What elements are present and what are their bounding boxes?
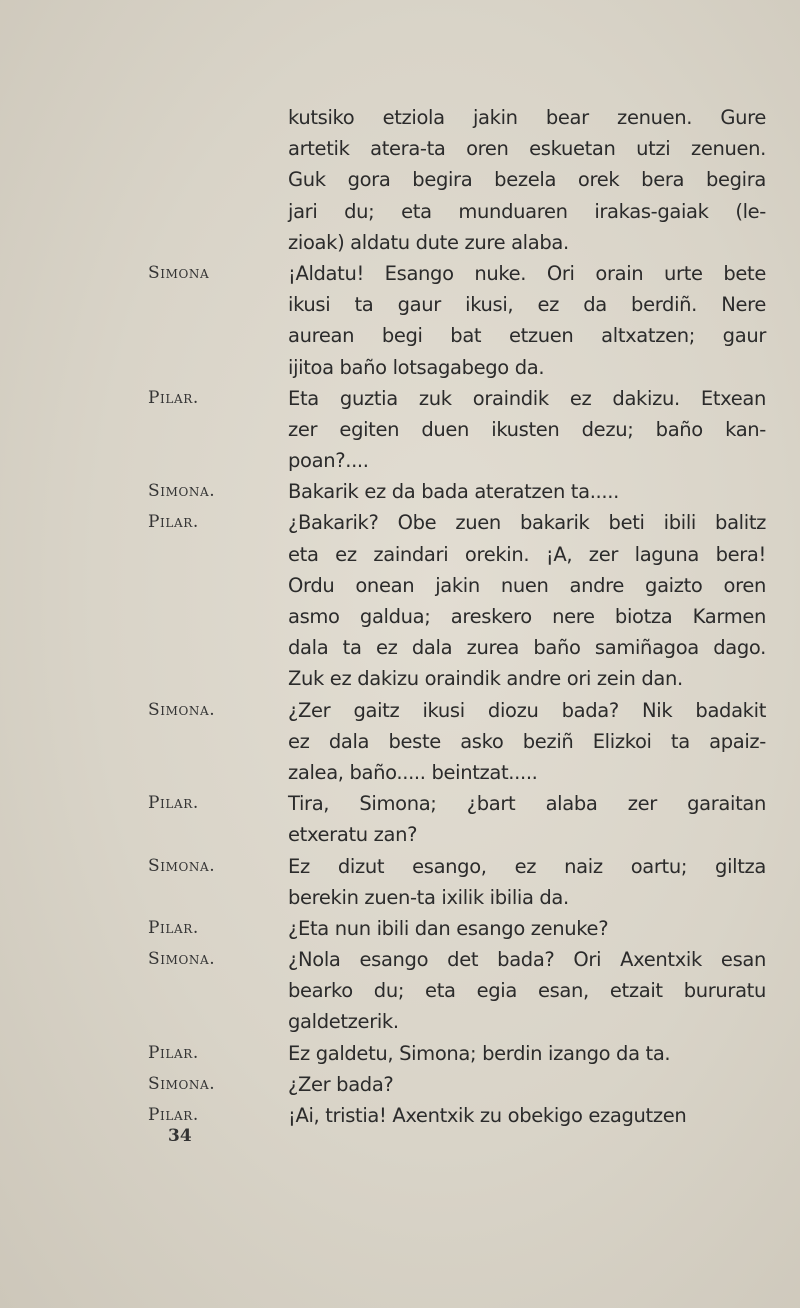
dialogue-entry	[0, 944, 800, 1038]
text-line	[0, 788, 800, 819]
dialogue-line-text: zer egiten duen ikusten dezu; baño kan-	[288, 417, 766, 441]
dialogue-line-text: Zuk ez dakizu oraindik andre ori zein dan.	[288, 667, 683, 691]
dialogue-line-text: Eta guztia zuk oraindik ez dakizu. Etxean	[288, 386, 766, 410]
text-line	[0, 819, 800, 850]
dialogue-entry	[0, 788, 800, 850]
dialogue-entry	[0, 102, 800, 258]
dialogue-line-text: ¿Bakarik? Obe zuen bakarik beti ibili balitz	[288, 511, 766, 535]
dialogue-text	[0, 102, 800, 1131]
dialogue-line-text: dala ta ez dala zurea baño samiñagoa dago.	[288, 636, 766, 660]
dialogue-line-text: jari du; eta munduaren irakas-gaiak (le-	[288, 199, 766, 223]
dialogue-line-text: ¡Ai, tristia! Axentxik zu obekigo ezagutzen	[288, 1104, 687, 1127]
text-line	[0, 507, 800, 538]
speaker-name: Pilar.	[148, 512, 199, 533]
dialogue-line-text: artetik atera-ta oren eskuetan utzi zenuen.	[288, 137, 766, 161]
text-line	[0, 133, 800, 164]
dialogue-line-text: ijitoa baño lotsagabego da.	[288, 355, 545, 379]
dialogue-line-text: kutsiko etziola jakin bear zenuen. Gure	[288, 106, 766, 129]
dialogue-entry	[0, 258, 800, 383]
text-line	[0, 320, 800, 351]
text-line	[0, 726, 800, 757]
text-line	[0, 695, 800, 726]
dialogue-line-text: berekin zuen-ta ixilik ibilia da.	[288, 885, 569, 909]
dialogue-line-text: galdetzerik.	[288, 1010, 399, 1034]
text-line	[0, 570, 800, 601]
dialogue-line-text: ¿Nola esango det bada? Ori Axentxik esan	[288, 948, 766, 972]
page-number: 34	[168, 1126, 192, 1146]
dialogue-line-text: ¿Zer bada?	[288, 1072, 394, 1096]
text-line	[0, 913, 800, 944]
dialogue-entry	[0, 507, 800, 694]
text-line	[0, 663, 800, 694]
dialogue-line-text: zioak) aldatu dute zure alaba.	[288, 230, 569, 254]
text-line	[0, 383, 800, 414]
dialogue-line-text: Tira, Simona; ¿bart alaba zer garaitan	[288, 792, 766, 816]
speaker-name: Pilar.	[148, 1105, 199, 1125]
dialogue-line-text: eta ez zaindari orekin. ¡A, zer laguna bera!	[288, 542, 766, 566]
dialogue-entry	[0, 851, 800, 913]
text-line	[0, 539, 800, 570]
speaker-name: Simona.	[148, 699, 216, 720]
dialogue-entry	[0, 383, 800, 477]
text-line	[0, 1100, 800, 1131]
speaker-name: Simona.	[148, 949, 216, 970]
dialogue-entry	[0, 913, 800, 944]
speaker-name: Simona.	[148, 855, 216, 876]
text-line	[0, 289, 800, 320]
speaker-name: Simona.	[148, 1073, 216, 1094]
text-line	[0, 944, 800, 975]
dialogue-line-text: etxeratu zan?	[288, 823, 418, 847]
text-line	[0, 352, 800, 383]
text-line	[0, 757, 800, 788]
text-line	[0, 1069, 800, 1100]
text-line	[0, 1038, 800, 1069]
dialogue-line-text: bearko du; eta egia esan, etzait bururatu	[288, 979, 766, 1003]
dialogue-line-text: zalea, baño..... beintzat.....	[288, 760, 538, 784]
text-line	[0, 1006, 800, 1037]
dialogue-entry	[0, 1100, 800, 1131]
text-line	[0, 601, 800, 632]
dialogue-line-text: ¡Aldatu! Esango nuke. Ori orain urte bete	[288, 261, 766, 285]
text-line	[0, 476, 800, 507]
dialogue-entry	[0, 1038, 800, 1069]
dialogue-line-text: Ez dizut esango, ez naiz oartu; giltza	[288, 854, 766, 878]
dialogue-line-text: ez dala beste asko beziñ Elizkoi ta apaiz-	[288, 729, 766, 753]
speaker-name: Pilar.	[148, 1042, 199, 1063]
text-line	[0, 196, 800, 227]
speaker-name: Pilar.	[148, 387, 199, 408]
dialogue-line-text: Ez galdetu, Simona; berdin izango da ta.	[288, 1041, 671, 1065]
speaker-name: Simona	[148, 262, 210, 283]
text-line	[0, 227, 800, 258]
dialogue-line-text: asmo galdua; areskero nere biotza Karmen	[288, 605, 766, 628]
dialogue-line-text: ikusi ta gaur ikusi, ez da berdiñ. Nere	[288, 293, 766, 317]
speaker-name: Simona.	[148, 481, 216, 502]
text-line	[0, 102, 800, 133]
text-line	[0, 445, 800, 476]
text-line	[0, 882, 800, 913]
dialogue-entry	[0, 1069, 800, 1100]
speaker-name: Pilar.	[148, 917, 199, 938]
dialogue-line-text: ¿Zer gaitz ikusi diozu bada? Nik badakit	[288, 698, 766, 722]
dialogue-line-text: Ordu onean jakin nuen andre gaizto oren	[288, 573, 766, 597]
text-line	[0, 258, 800, 289]
dialogue-entry	[0, 695, 800, 789]
text-line	[0, 632, 800, 663]
dialogue-line-text: aurean begi bat etzuen altxatzen; gaur	[288, 324, 766, 348]
speaker-name: Pilar.	[148, 793, 199, 814]
text-line	[0, 414, 800, 445]
dialogue-line-text: poan?....	[288, 449, 369, 473]
text-line	[0, 851, 800, 882]
text-line	[0, 164, 800, 195]
dialogue-line-text: Guk gora begira bezela orek bera begira	[288, 168, 766, 192]
text-line	[0, 975, 800, 1006]
dialogue-entry	[0, 476, 800, 507]
dialogue-line-text: ¿Eta nun ibili dan esango zenuke?	[288, 916, 609, 940]
dialogue-line-text: Bakarik ez da bada ateratzen ta.....	[288, 480, 619, 504]
